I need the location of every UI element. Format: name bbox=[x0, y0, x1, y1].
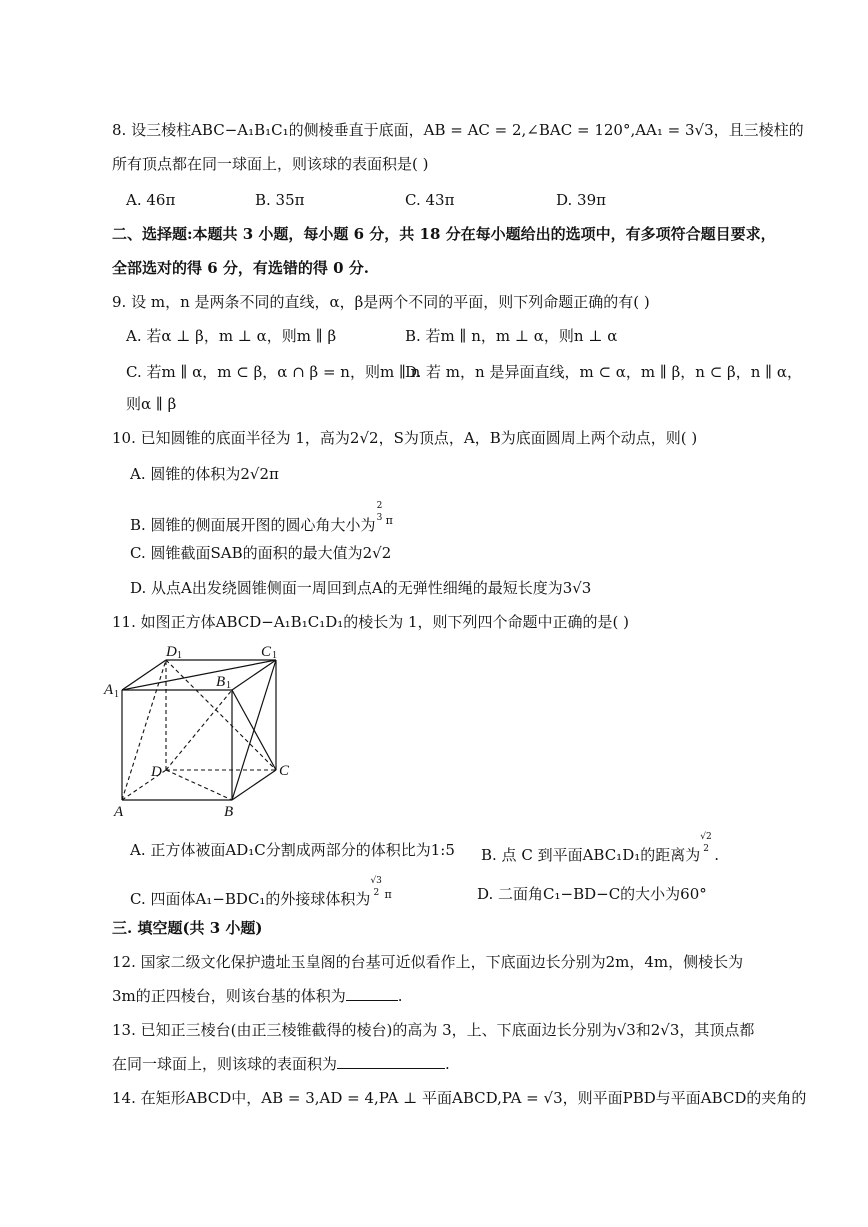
q10-option-b-denominator: 3 bbox=[376, 513, 383, 523]
hidden-diag-d-b1 bbox=[166, 690, 232, 770]
q9-option-d-cont: 则α ∥ β bbox=[126, 395, 177, 413]
q13-line2-text: 在同一球面上，则该球的表面积为 bbox=[112, 1055, 338, 1073]
label-d: D bbox=[151, 764, 162, 780]
q12-line2-text: 3m的正四棱台，则该台基的体积为 bbox=[112, 987, 346, 1005]
q8-option-c: C. 43π bbox=[405, 191, 455, 209]
q11-option-c-fraction bbox=[370, 876, 384, 904]
q8-line1: 8. 设三棱柱ABC−A₁B₁C₁的侧棱垂直于底面，AB = AC = 2,∠BAC = 120°,AA₁ = 3√3，且三棱柱的 bbox=[112, 121, 804, 139]
section2-header-line1: 二、选择题:本题共 3 小题，每小题 6 分，共 18 分在每小题给出的选项中，有多项符合题目要求， bbox=[112, 225, 776, 243]
label-a: A bbox=[114, 804, 124, 820]
q11-option-d: D. 二面角C₁−BD−C的大小为60° bbox=[477, 885, 707, 903]
label-c1-sub: 1 bbox=[272, 650, 277, 661]
q10-stem: 10. 已知圆锥的底面半径为 1，高为2√2，S为顶点，A，B为底面圆周上两个动点，则( ) bbox=[112, 429, 698, 447]
q11-option-c-pi: π bbox=[384, 888, 392, 901]
label-c1: C bbox=[261, 644, 272, 660]
q10-option-b-text: B. 圆锥的侧面展开图的圆心角大小为 bbox=[130, 516, 376, 534]
q11-option-c-text: C. 四面体A₁−BDC₁的外接球体积为 bbox=[130, 890, 371, 908]
label-b1-sub: 1 bbox=[226, 680, 231, 691]
q12-answer-blank[interactable] bbox=[346, 986, 398, 1001]
label-a1: A bbox=[104, 682, 114, 698]
hidden-diag-d-b bbox=[166, 770, 232, 800]
q13-answer-blank[interactable] bbox=[337, 1054, 445, 1069]
label-c: C bbox=[279, 763, 290, 779]
q9-option-c: C. 若m ∥ α，m ⊂ β，α ∩ β = n，则m ∥ n bbox=[126, 363, 421, 381]
section3-title: 三. 填空题(共 3 小题) bbox=[112, 919, 263, 937]
q11-option-c-denominator: 2 bbox=[373, 888, 380, 898]
q11-option-c bbox=[130, 876, 392, 911]
label-a1-sub: 1 bbox=[114, 689, 119, 700]
q13-line2-end: . bbox=[445, 1055, 450, 1073]
q13-line1: 13. 已知正三棱台(由正三棱锥截得的棱台)的高为 3，上、下底面边长分别为√3和2√3，其顶点都 bbox=[112, 1021, 755, 1039]
q9-option-b: B. 若m ∥ n，m ⊥ α，则n ⊥ α bbox=[405, 327, 618, 345]
q12-line1: 12. 国家二级文化保护遗址玉皇阁的台基可近似看作上，下底面边长分别为2m，4m，侧棱长为 bbox=[112, 953, 744, 971]
cube-figure bbox=[100, 640, 300, 820]
q10-option-b-pi: π bbox=[385, 514, 393, 527]
q12-line2 bbox=[112, 986, 403, 1006]
q11-option-b-text: B. 点 C 到平面ABC₁D₁的距离为 bbox=[481, 846, 701, 864]
label-b1: B bbox=[216, 674, 226, 690]
q9-option-a: A. 若α ⊥ β，m ⊥ α，则m ∥ β bbox=[126, 327, 337, 345]
diag-a1-c1 bbox=[122, 660, 276, 690]
q8-option-b: B. 35π bbox=[255, 191, 305, 209]
q11-option-b-denominator: 2 bbox=[703, 844, 709, 854]
q11-option-b-fraction bbox=[700, 832, 714, 860]
q11-option-c-numerator: √3 bbox=[370, 876, 382, 886]
edge-b-c bbox=[232, 770, 276, 800]
q14-line1: 14. 在矩形ABCD中，AB = 3,AD = 4,PA ⊥ 平面ABCD,PA = √3，则平面PBD与平面ABCD的夹角的 bbox=[112, 1089, 807, 1107]
q11-option-b bbox=[481, 832, 720, 865]
q12-line2-end: . bbox=[397, 987, 403, 1005]
q8-option-a: A. 46π bbox=[126, 191, 176, 209]
label-b: B bbox=[224, 804, 234, 820]
q10-option-b bbox=[130, 501, 393, 537]
q10-option-b-fraction bbox=[376, 501, 386, 530]
section2-header-line2: 全部选对的得 6 分，有选错的得 0 分. bbox=[112, 259, 369, 277]
q11-option-b-end: . bbox=[714, 846, 720, 864]
label-d1: D bbox=[166, 644, 177, 660]
diag-b1-c bbox=[232, 690, 276, 770]
q10-option-b-numerator: 2 bbox=[376, 501, 383, 511]
q13-line2 bbox=[112, 1054, 450, 1074]
label-d1-sub: 1 bbox=[177, 650, 182, 661]
q8-line2: 所有顶点都在同一球面上，则该球的表面积是( ) bbox=[112, 155, 429, 173]
q10-option-a: A. 圆锥的体积为2√2π bbox=[130, 465, 279, 483]
q9-option-d: D. 若 m，n 是异面直线，m ⊂ α，m ∥ β，n ⊂ β，n ∥ α， bbox=[405, 363, 802, 381]
q10-option-d: D. 从点A出发绕圆锥侧面一周回到点A的无弹性细绳的最短长度为3√3 bbox=[130, 579, 592, 597]
q11-stem: 11. 如图正方体ABCD−A₁B₁C₁D₁的棱长为 1，则下列四个命题中正确的是( ) bbox=[112, 613, 630, 631]
q9-stem: 9. 设 m，n 是两条不同的直线，α，β是两个不同的平面，则下列命题正确的有( ) bbox=[112, 293, 650, 311]
q10-option-c: C. 圆锥截面SAB的面积的最大值为2√2 bbox=[130, 544, 392, 562]
q11-option-a: A. 正方体被面AD₁C分割成两部分的体积比为1:5 bbox=[130, 841, 455, 859]
q8-option-d: D. 39π bbox=[556, 191, 606, 209]
q11-option-b-numerator: √2 bbox=[700, 832, 712, 842]
